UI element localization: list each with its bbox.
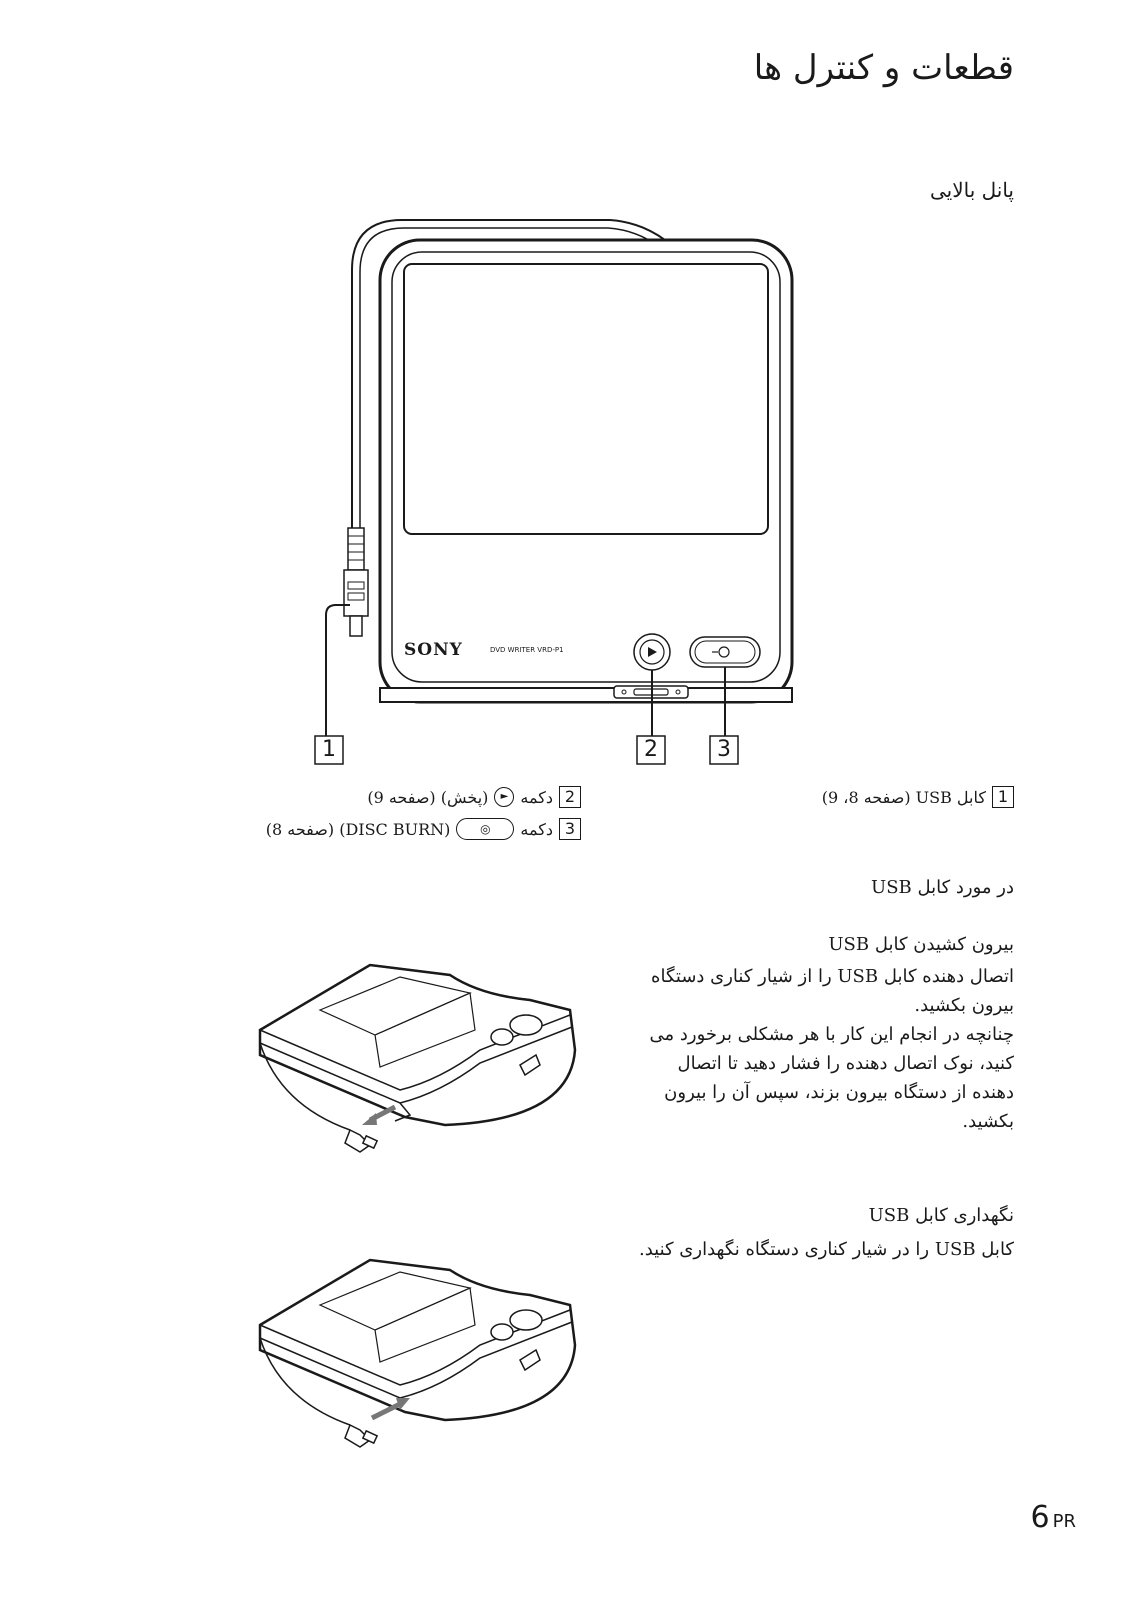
page-number: 6 PR xyxy=(1030,1500,1076,1535)
legend-item-3 xyxy=(266,818,581,840)
callout-1: 1 xyxy=(322,737,336,762)
callout-2: 2 xyxy=(644,737,658,762)
sony-logo: SONY xyxy=(404,640,463,660)
legend-number: 3 xyxy=(559,818,581,840)
legend-number: 1 xyxy=(992,786,1014,808)
section-heading-usb: در مورد کابل USB xyxy=(871,877,1014,898)
store-heading: نگهداری کابل USB xyxy=(868,1205,1014,1226)
model-label: DVD WRITER VRD-P1 xyxy=(490,646,564,654)
store-instructions: کابل USB را در شیار کناری دستگاه نگهداری کنید. xyxy=(638,1239,1014,1260)
legend-item-1 xyxy=(822,786,1014,808)
pull-out-instructions: اتصال دهنده کابل USB را از شیار کناری دستگاه بیرون بکشید. چنانچه در انجام این کار با هر مشکلی برخورد می کنید، نوک اتصال دهنده را فشار دهید تا اتصال دهنده از دستگاه بیرون بزند، سپس آن را بیرون بکشید. xyxy=(649,966,1014,1132)
usb-connector xyxy=(348,528,364,570)
legend-item-2 xyxy=(367,786,581,808)
legend-text: کابل USB (صفحه 8، 9) xyxy=(821,787,986,807)
play-circle-icon: ► xyxy=(494,787,514,807)
page-title: قطعات و کنترل ها xyxy=(753,48,1014,88)
store-illustration xyxy=(240,1250,580,1470)
legend-text: (DISC BURN) (صفحه 8) xyxy=(265,819,451,839)
legend-prefix: دکمه xyxy=(520,819,553,839)
pull-out-heading: بیرون کشیدن کابل USB xyxy=(828,934,1014,955)
pull-out-illustration xyxy=(240,955,580,1175)
section-heading-top-panel: پانل بالایی xyxy=(929,178,1014,202)
legend-text: (پخش) (صفحه 9) xyxy=(367,787,489,807)
legend-number: 2 xyxy=(559,786,581,808)
callout-3: 3 xyxy=(717,737,731,762)
legend-prefix: دکمه xyxy=(520,787,553,807)
disc-burn-icon: ◎ xyxy=(456,818,514,840)
